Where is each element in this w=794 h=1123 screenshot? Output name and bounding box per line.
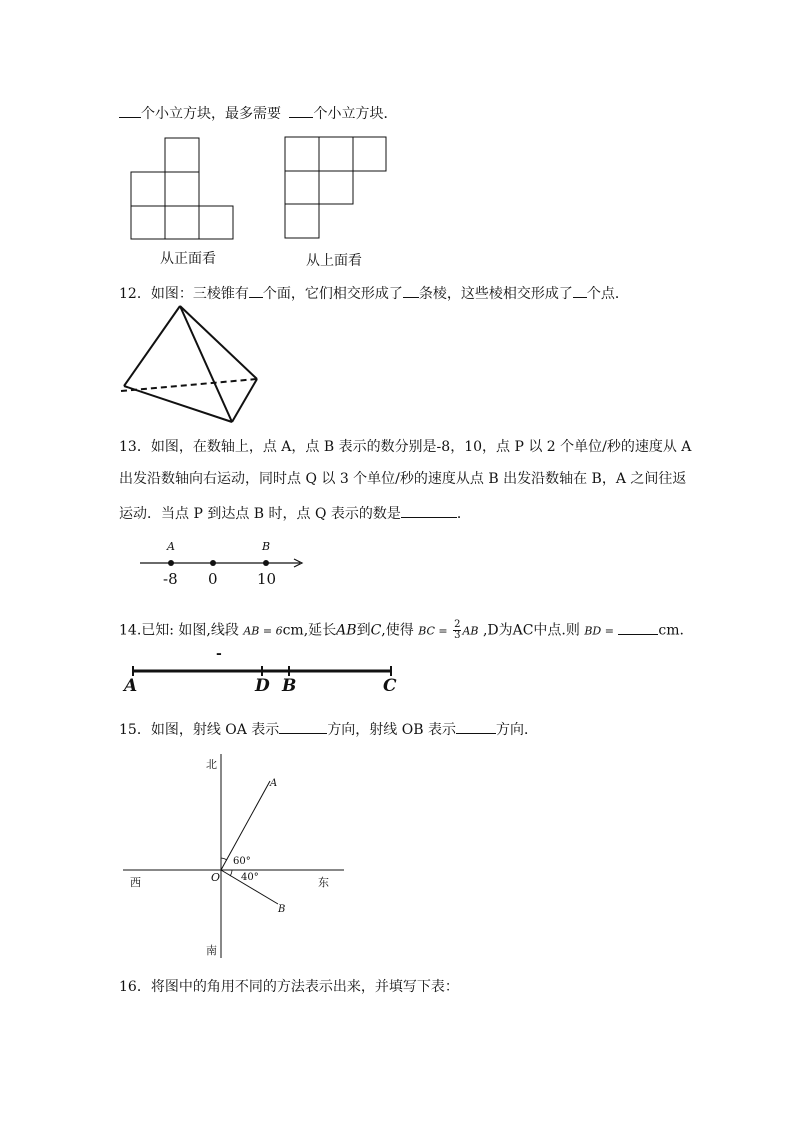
q11-text-part1: 个小立方块，最多需要 [141, 106, 281, 122]
q14-bc-equation: BC = [418, 624, 448, 638]
q14-frac-den: 3 [454, 630, 461, 641]
q13-line2: 出发沿数轴向右运动，同时点 Q 以 3 个单位/秒的速度从点 B 出发沿数轴在 B，A 之间往返 [119, 471, 687, 487]
direction-north: 北 [206, 758, 217, 771]
origin-label: O [211, 871, 221, 884]
top-view-caption: 从上面看 [306, 253, 362, 269]
q14-ab-segment: AB [336, 622, 357, 639]
q14-to: 到 [356, 622, 371, 639]
segment-label-c: C [383, 676, 397, 696]
q16-text: 16．将图中的角用不同的方法表示出来，并填写下表： [119, 979, 459, 995]
q14-midpoint-text: ,D为AC中点.则 [482, 622, 580, 639]
angle-arc-b [230, 870, 232, 876]
q14-unit1: cm,延长 [282, 622, 337, 639]
number-line-tick-a: -8 [163, 570, 178, 588]
q13-line1: 13．如图，在数轴上，点 A，点 B 表示的数分别是-8，10，点 P 以 2 个单位/秒的速度从 A [119, 439, 692, 455]
segment-label-a: A [124, 676, 138, 696]
number-line-tick-0: 0 [208, 570, 218, 588]
number-line-tick-b: 10 [257, 570, 277, 588]
q14-prefix: 14.已知: 如图,线段 [119, 622, 239, 639]
segment-mark: - [216, 646, 222, 662]
angle-b-label: 40° [241, 872, 259, 883]
q12-text-part2: 条棱，这些棱相交形成了 [418, 286, 573, 302]
angle-a-label: 60° [233, 856, 251, 867]
ray-a-label: A [270, 778, 278, 789]
q14-point-c: C [370, 622, 382, 639]
direction-west: 西 [130, 876, 141, 889]
q12-text-part1: 个面，它们相交形成了 [262, 286, 403, 302]
number-line-label-a: A [167, 540, 175, 553]
q13-line3-text: 运动．当点 P 到达点 B 时，点 Q 表示的数是 [119, 506, 401, 522]
q14-frac-num: 2 [454, 619, 461, 630]
front-view-caption: 从正面看 [160, 251, 216, 267]
q15-text-part3: 方向． [495, 722, 538, 738]
q11-text-part2: 个小立方块． [313, 106, 398, 122]
direction-south: 南 [206, 944, 217, 957]
angle-arc-a [221, 858, 227, 860]
number-line-label-b: B [262, 540, 271, 553]
q14-unit2: cm. [658, 622, 684, 639]
q12-text-part0: 12．如图：三棱锥有 [119, 286, 249, 302]
segment-label-b: B [282, 676, 297, 696]
direction-east: 东 [318, 876, 329, 889]
q14-ab-equation: AB = 6 [243, 624, 283, 638]
q15-text-part2: 方向，射线 OB 表示 [327, 722, 456, 738]
q14-ab-ref: AB [462, 624, 479, 638]
q14-bd-equation: BD = [584, 624, 614, 638]
q12-text-part3: 个点． [586, 286, 629, 302]
q15-text-part1: 15．如图，射线 OA 表示 [119, 722, 280, 738]
segment-label-d: D [255, 676, 270, 696]
q14-make: ,使得 [381, 622, 414, 639]
ray-b-label: B [278, 904, 286, 915]
q13-line3-end: ． [456, 506, 471, 522]
